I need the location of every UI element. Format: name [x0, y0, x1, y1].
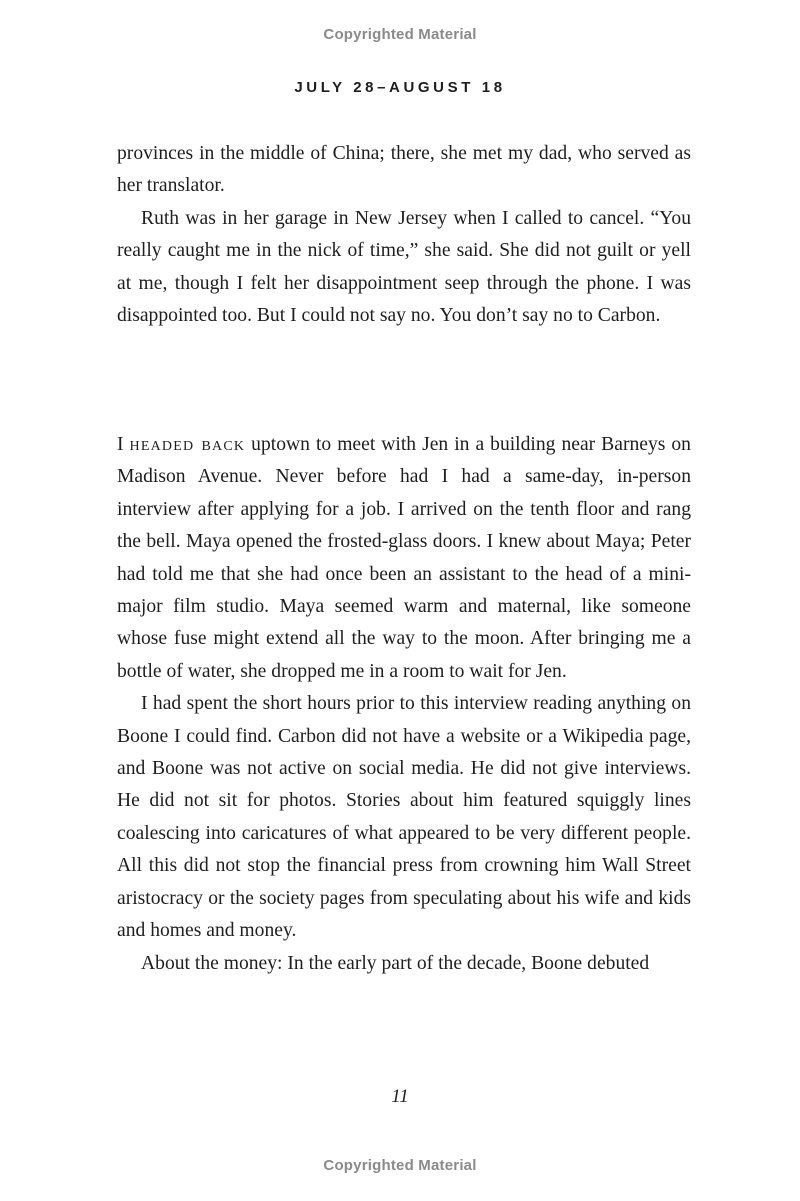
copyright-watermark-bottom: Copyrighted Material — [323, 1157, 477, 1174]
lead-in-small-caps: headed back — [129, 434, 246, 455]
running-head: JULY 28–AUGUST 18 — [294, 79, 506, 96]
paragraph: About the money: In the early part of the decade, Boone debuted — [141, 952, 650, 974]
copyright-watermark-top: Copyrighted Material — [323, 26, 477, 43]
page-number: 11 — [391, 1086, 409, 1107]
section-opening-paragraph — [117, 429, 691, 688]
paragraph: Ruth was in her garage in New Jersey when I called to cancel. “You really caught me in the nick of time,” she said. She did not guilt or yell at me, though I felt her disappointment seep through the phone. I was disappointed too. But I could not say no. You don’t say no to Carbon. — [117, 207, 691, 327]
opening-text: uptown to meet with Jen in a building near Barneys on Madison Avenue. Never before had I had a same-day, in-person interview after applying for a job. I arrived on the tenth floor and rang the bell. Maya opened the frosted-glass doors. I knew about Maya; Peter had told me that she had once been an assistant to the head of a mini-major film studio. Maya seemed warm and maternal, like someone whose fuse might extend all the way to the moon. After bringing me a bottle of water, she dropped me in a room to wait for Jen. — [117, 434, 691, 682]
text-section-two — [117, 429, 691, 980]
text-section-one — [117, 138, 691, 332]
lead-in-initial: I — [117, 434, 124, 455]
paragraph: I had spent the short hours prior to this interview reading anything on Boone I could find. Carbon did not have a website or a Wikipedia page, and Boone was not active on social media. He did not give interviews. He did not sit for photos. Stories about him featured squiggly lines coalescing into caricatures of what appeared to be very different people. All this did not stop the financial press from crowning him Wall Street aristocracy or the society pages from speculating about his wife and kids and homes and money. — [117, 693, 691, 942]
paragraph-continuation: provinces in the middle of China; there, she met my dad, who served as her translator. — [117, 143, 691, 197]
